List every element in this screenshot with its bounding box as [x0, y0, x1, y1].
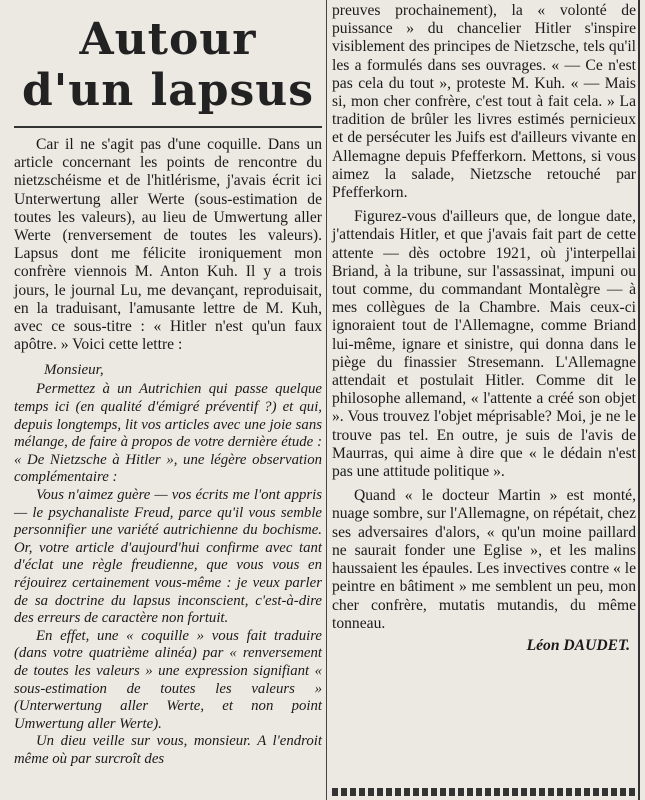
intro-paragraph: Car il ne s'agit pas d'une coquille. Dans un article concernant les points de rencontre du nietzschéisme et de l'hitlérisme, j'avais écrit ici Unterwertung aller Werte (sous-estimation de toutes les valeurs), au lieu de Umwertung aller Werte (renversement de toutes les valeurs). Lapsus dont me félicite ironiquement mon confrère viennois M. Anton Kuh. Il y a trois jours, le journal Lu, me devançant, reproduisait, en la traduisant, l'amusante lettre de M. Kuh, avec ce sous-titre : « Hitler n'est qu'un faux apôtre. » Voici cette lettre :: [14, 136, 322, 354]
title-line-1: Autour: [79, 14, 257, 65]
column-divider: [326, 0, 327, 800]
letter-paragraph-4: Un dieu veille sur vous, monsieur. A l'endroit même où par surcroît des: [14, 733, 322, 767]
right-paragraph-1: preuves prochainement), la « volonté de puissance » du chancelier Hitler s'inspire visiblement des principes de Nietzsche, tels qu'il les a formulés dans ses ouvrages. « — Ce n'est pas cela du tout », proteste M. Kuh. « — Mais si, mon cher confrère, c'est tout à fait cela. » La tradition de brûler les livres estimés pernicieux et de persécuter les Juifs est d'ailleurs vivante en Allemagne depuis Pfefferkorn. Mettons, si vous aimez la salade, Nietzsche retouché par Pfefferkorn.: [332, 2, 636, 202]
title-rule: [14, 126, 322, 128]
letter-paragraph-3: En effet, une « coquille » vous fait traduire (dans votre quatrième alinéa) par « renversement de toutes les valeurs » une expression signifiant « sous-estimation de toutes les valeurs » (Unterwertung aller Werte, et non point Umwertung aller Werte).: [14, 627, 322, 732]
signature: Léon DAUDET.: [526, 636, 630, 654]
letter-paragraph-1: Permettez à un Autrichien qui passe quelque temps ici (en qualité d'émigré préventif ?) et qui, depuis longtemps, lit vos articles avec une joie sans mélange, de faire à propos de votre dernière étude : « De Nietzsche à Hitler », une légère observation complémentaire :: [14, 381, 322, 486]
letter-salutation: Monsieur,: [44, 362, 104, 379]
right-paragraph-2: Figurez-vous d'ailleurs que, de longue date, j'attendais Hitler, et que j'avais fait part de cette attente — dès octobre 1921, où j'interpellai Briand, à la tribune, sur l'assassinat, impuni ou tout comme, du commandant Montalègre — à mes collègues de la Chambre. Mais ceux-ci ignoraient tout de l'Allemagne, comme Briand lui-même, ignare et sinistre, qui donna dans le piège du finassier Stresemann. L'Allemagne attendait et postulait Hitler. Comme dit le philosophe allemand, « l'attente a créé son objet ». Vous trouvez l'objet méprisable? Moi, je ne le trouve pas tel. En outre, je suis de l'avis de Maurras, qui aime à dire que « le dédain n'est pas une attitude politique ».: [332, 208, 636, 481]
page-edge-rule: [638, 0, 640, 800]
article-title: [14, 14, 322, 116]
bottom-dashed-rule: [332, 788, 636, 796]
right-paragraph-3: Quand « le docteur Martin » est monté, nuage sombre, sur l'Allemagne, on répétait, chez ses adversaires d'alors, « qu'un moine paillard ne saurait fonder une Eglise », et les malins haussaient les épaules. Les invectives contre « le peintre en bâtiment » me semblent un peu, mon cher confrère, mutatis mutandis, du même tonneau.: [332, 487, 636, 632]
letter-paragraph-2: Vous n'aimez guère — vos écrits me l'ont appris — le psychanaliste Freud, parce qu'il vous semble personnifier une variété autrichienne du bochisme. Or, votre article d'aujourd'hui confirme avec tant d'éclat une règle freudienne, que vous vous en réjouirez certainement vous-même : je veux parler de sa doctrine du lapsus inconscient, c'est-à-dire des erreurs de caractère non fortuit.: [14, 487, 322, 627]
title-line-2: d'un lapsus: [21, 65, 315, 116]
left-column: [14, 0, 322, 769]
right-column: [332, 0, 636, 655]
